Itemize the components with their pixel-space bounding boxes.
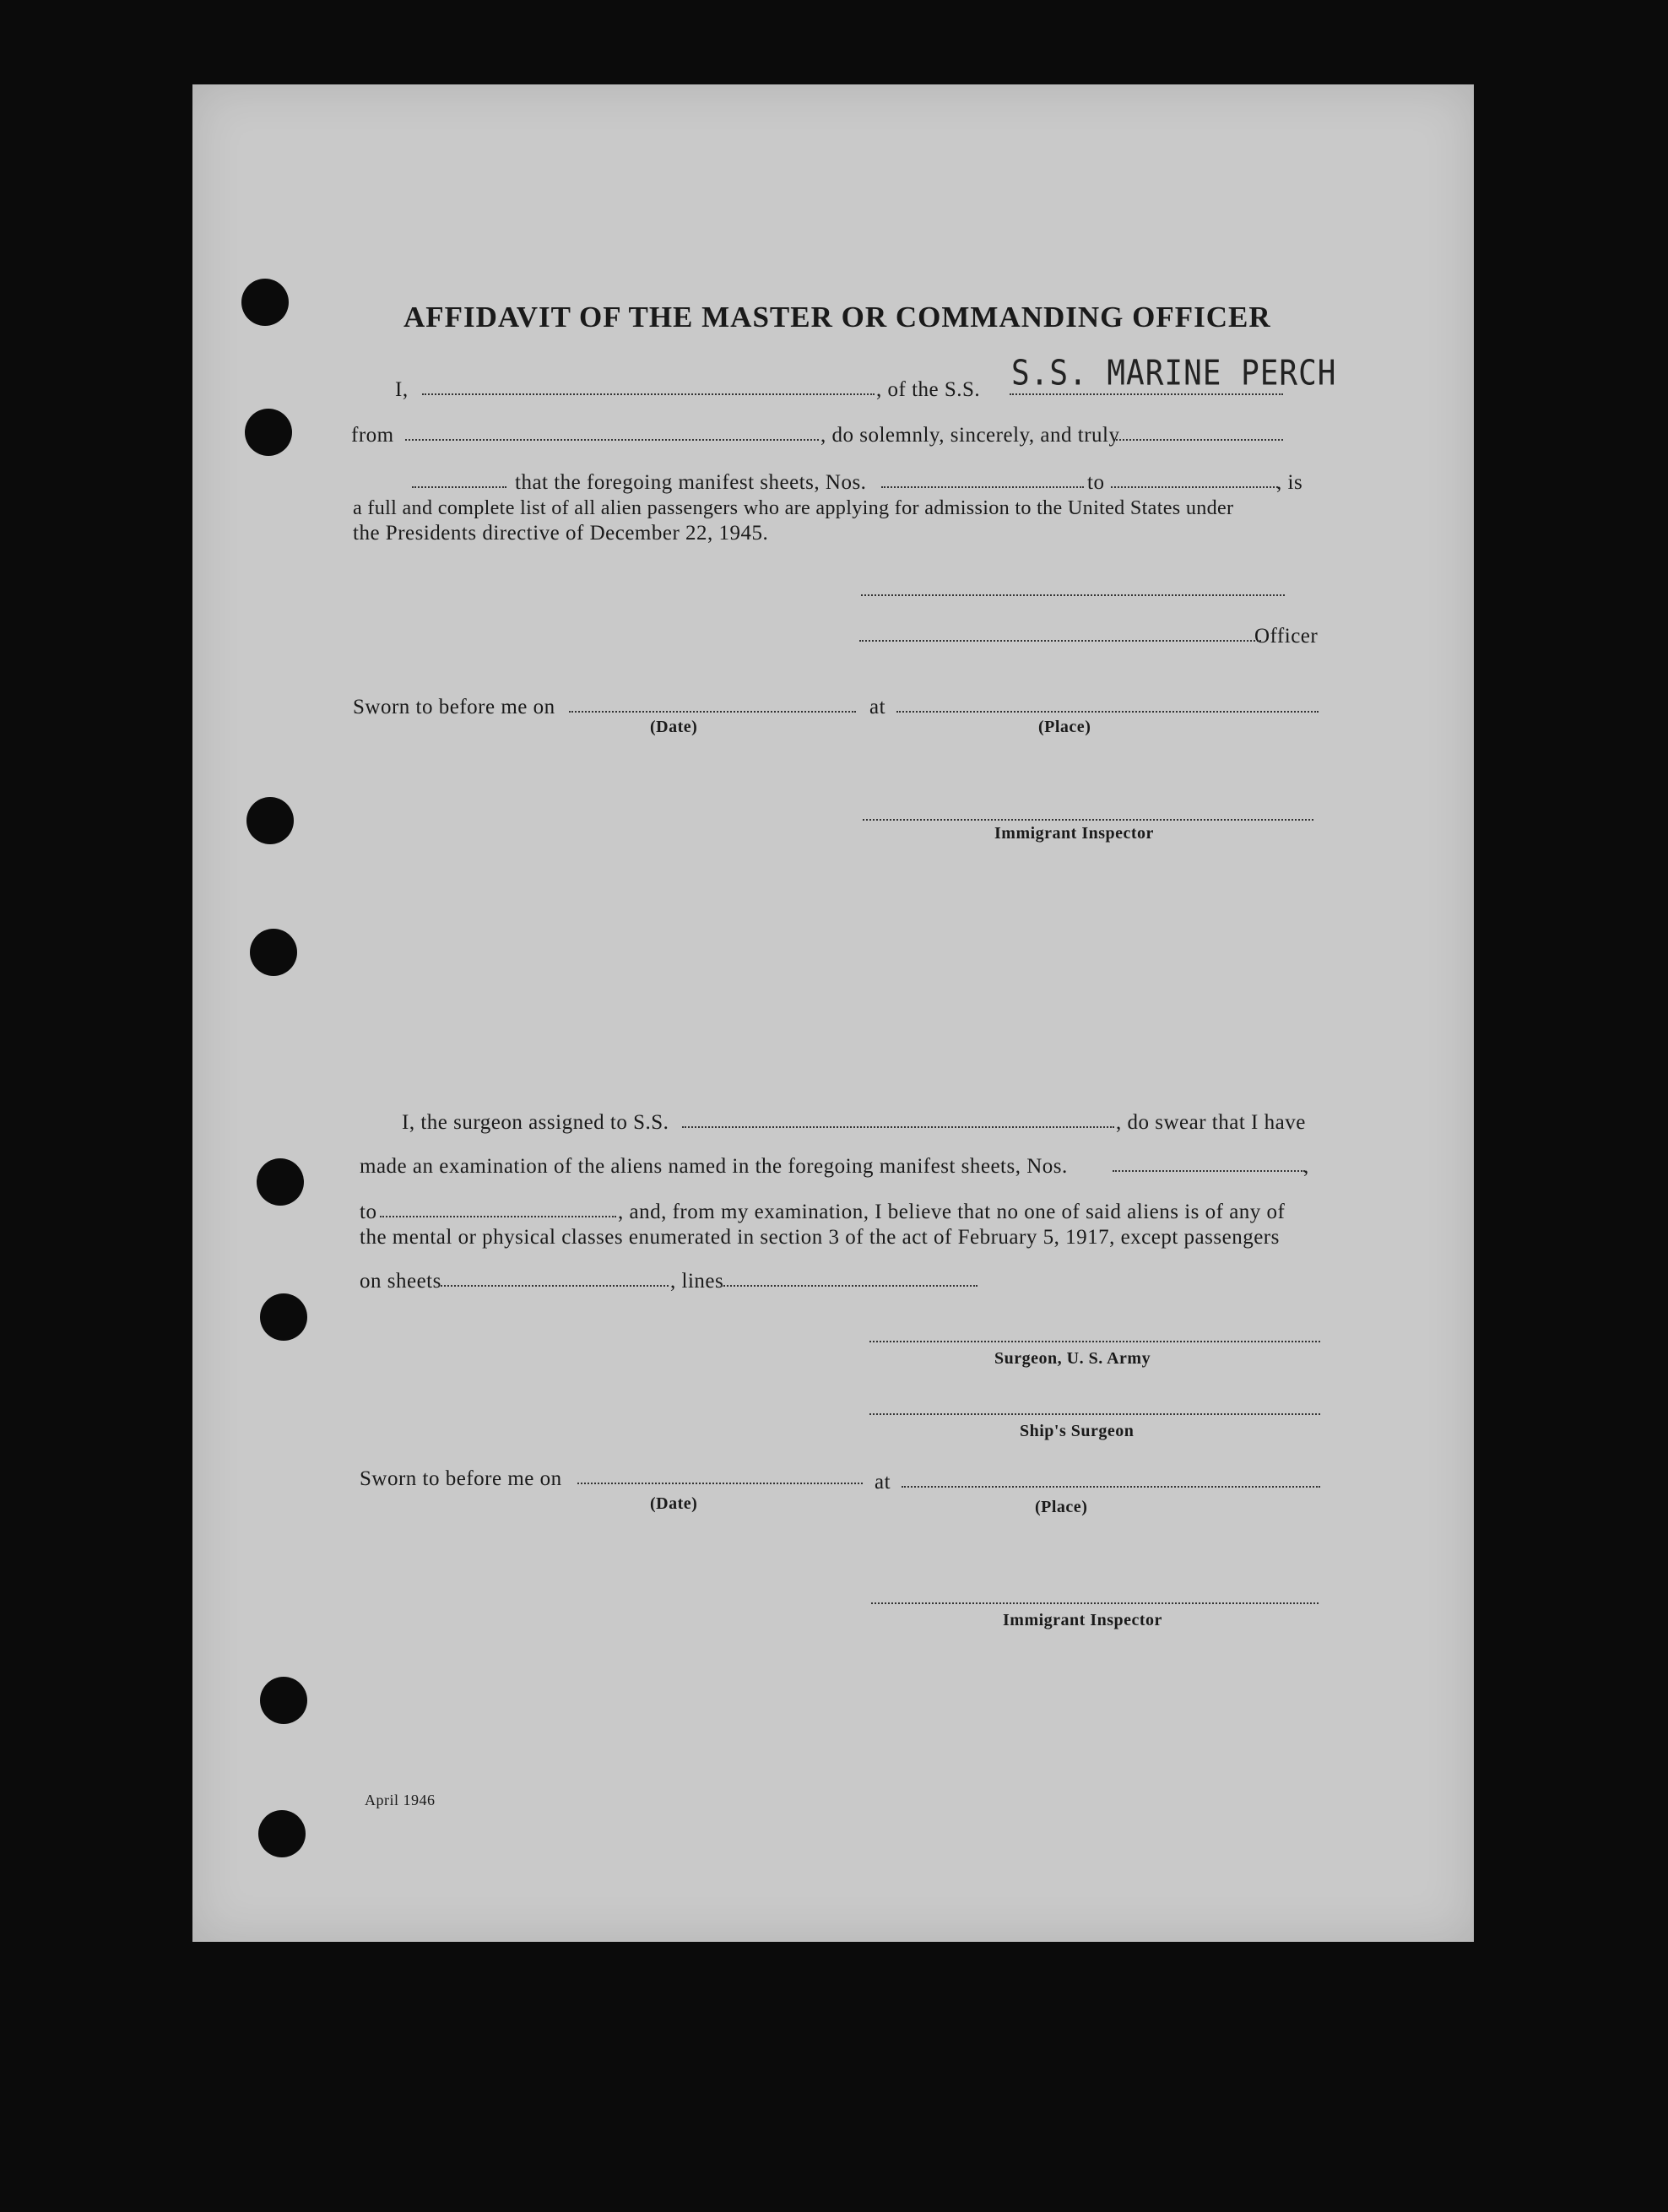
master-name-line[interactable] <box>422 393 875 395</box>
surgeon-sheets-to-line[interactable] <box>380 1216 616 1217</box>
master-sworn-place-line[interactable] <box>896 711 1319 713</box>
punch-hole <box>246 797 294 844</box>
surgeon-inspector-label: Immigrant Inspector <box>1003 1611 1162 1629</box>
punch-hole <box>241 279 289 326</box>
sheets-from-line[interactable] <box>881 486 1084 488</box>
master-inspector-line[interactable] <box>863 819 1313 821</box>
surgeon-sworn-place-line[interactable] <box>902 1486 1320 1488</box>
on-sheets-label: on sheets <box>360 1270 441 1293</box>
to-label: to <box>1087 471 1105 494</box>
sheets-to-line[interactable] <box>1111 486 1278 488</box>
master-sworn-label: Sworn to before me on <box>353 696 555 718</box>
officer-line[interactable] <box>859 640 1261 642</box>
surgeon-sworn-label: Sworn to before me on <box>360 1467 562 1490</box>
surgeon-line4: the mental or physical classes enumerated in section 3 of the act of February 5, 1917, except passengers <box>360 1226 1280 1249</box>
master-place-label: (Place) <box>1038 718 1091 736</box>
master-sworn-date-line[interactable] <box>569 711 856 713</box>
officer-label: Officer <box>1254 625 1319 648</box>
punch-hole <box>250 929 297 976</box>
affidavit-sheet <box>192 84 1474 1942</box>
manifest-sheets-text: that the foregoing manifest sheets, Nos. <box>515 471 867 494</box>
on-sheets-line[interactable] <box>441 1285 669 1287</box>
surgeon-line2-end: , <box>1303 1155 1309 1178</box>
from-label: from <box>351 424 394 447</box>
master-at-label: at <box>869 696 886 718</box>
master-date-label: (Date) <box>650 718 698 736</box>
oath-line[interactable] <box>412 486 506 488</box>
swear-line[interactable] <box>1116 439 1283 441</box>
surgeon-at-label: at <box>875 1471 891 1494</box>
army-surgeon-signature-line[interactable] <box>869 1341 1320 1342</box>
lines-label: , lines <box>670 1270 724 1293</box>
from-line[interactable] <box>405 439 819 441</box>
surgeon-sheets-from-line[interactable] <box>1113 1170 1305 1172</box>
master-i-label: I, <box>395 378 409 401</box>
master-inspector-label: Immigrant Inspector <box>994 824 1154 843</box>
surgeon-line2: made an examination of the aliens named in the foregoing manifest sheets, Nos. <box>360 1155 1068 1178</box>
ship-name-handwritten: S.S. MARINE PERCH <box>1011 353 1337 394</box>
master-text-line5: the Presidents directive of December 22, 1945. <box>353 522 769 545</box>
army-surgeon-label: Surgeon, U. S. Army <box>994 1349 1151 1368</box>
punch-hole <box>257 1158 304 1206</box>
master-signature-line[interactable] <box>861 594 1285 596</box>
punch-hole <box>260 1293 307 1341</box>
surgeon-sworn-date-line[interactable] <box>577 1483 863 1484</box>
punch-hole <box>245 409 292 456</box>
surgeon-to-label: to <box>360 1201 377 1223</box>
punch-hole <box>260 1677 307 1724</box>
surgeon-line3-b: , and, from my examination, I believe that no one of said aliens is of any of <box>618 1201 1286 1223</box>
is-label: , is <box>1276 471 1303 494</box>
ship-name-line[interactable] <box>1010 393 1283 395</box>
punch-hole <box>258 1810 306 1857</box>
surgeon-ship-line[interactable] <box>682 1126 1114 1128</box>
lines-line[interactable] <box>721 1285 978 1287</box>
surgeon-place-label: (Place) <box>1035 1498 1088 1516</box>
surgeon-date-label: (Date) <box>650 1494 698 1513</box>
surgeon-line1-a: I, the surgeon assigned to S.S. <box>402 1111 669 1134</box>
form-date: April 1946 <box>365 1792 436 1808</box>
page-title: AFFIDAVIT OF THE MASTER OR COMMANDING OFFICER <box>403 301 1271 333</box>
ship-surgeon-signature-line[interactable] <box>869 1413 1320 1415</box>
surgeon-line1-b: , do swear that I have <box>1116 1111 1306 1134</box>
ship-surgeon-label: Ship's Surgeon <box>1020 1422 1135 1440</box>
swear-text: , do solemnly, sincerely, and truly <box>820 424 1120 447</box>
master-of-ss-label: , of the S.S. <box>876 378 981 401</box>
master-text-line4: a full and complete list of all alien passengers who are applying for admission to the United States under <box>353 496 1234 519</box>
surgeon-inspector-line[interactable] <box>871 1602 1319 1604</box>
